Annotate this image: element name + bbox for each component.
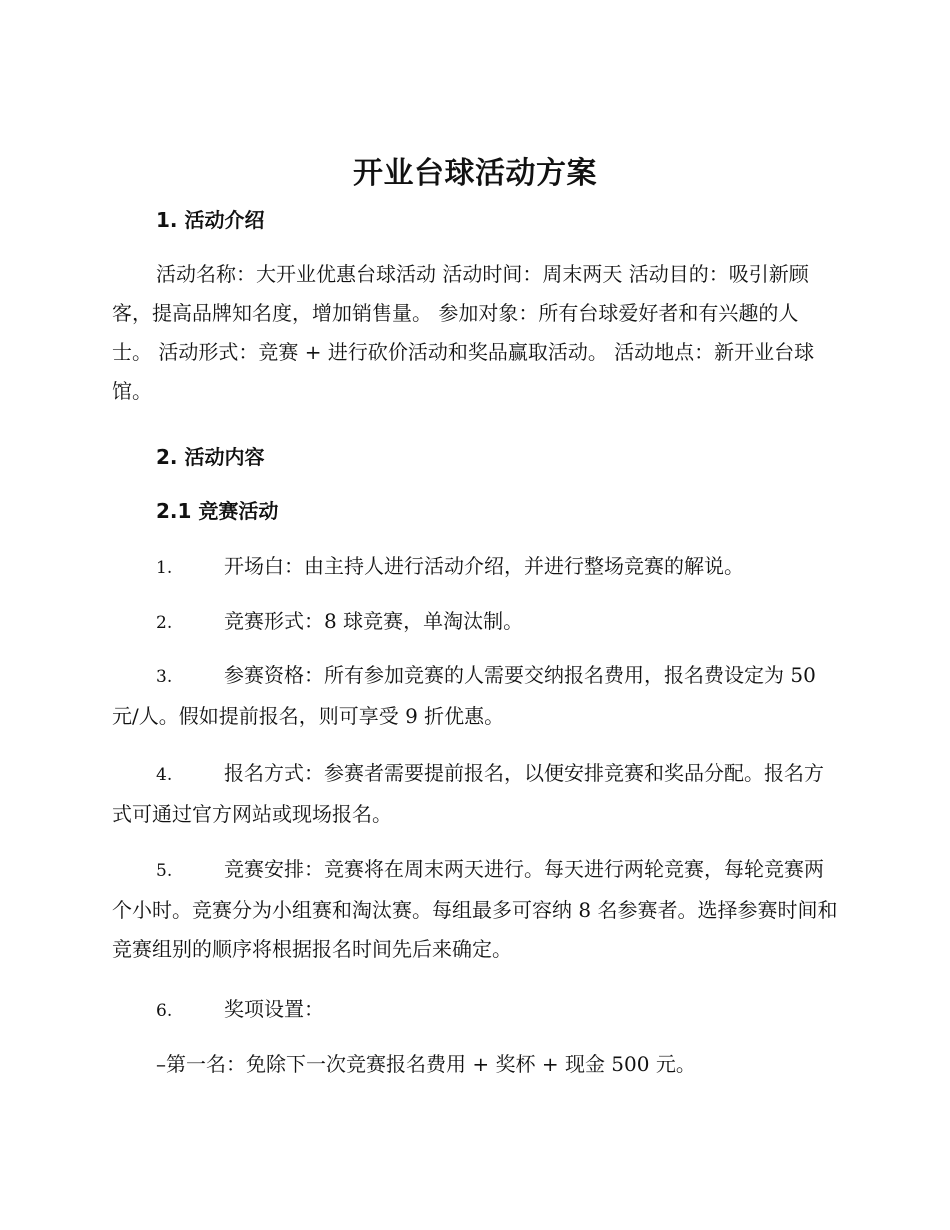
list-item-text: 报名方式：参赛者需要提前报名，以便安排竞赛和奖品分配。报名方式可通过官方网站或现场报名。 — [112, 761, 824, 826]
prize-line-first: –第一名：免除下一次竞赛报名费用 + 奖杯 + 现金 500 元。 — [156, 1052, 696, 1076]
list-item-text: 参赛资格：所有参加竞赛的人需要交纳报名费用，报名费设定为 50 元/人。假如提前报名，则可享受 9 折优惠。 — [112, 663, 816, 728]
subsection-heading-competition: 2.1 竞赛活动 — [156, 499, 279, 523]
list-item — [112, 656, 838, 736]
list-item — [112, 547, 838, 588]
list-item-number: 4. — [156, 765, 173, 785]
list-item-text: 竞赛安排：竞赛将在周末两天进行。每天进行两轮竞赛，每轮竞赛两个小时。竞赛分为小组赛和淘汰赛。每组最多可容纳 8 名参赛者。选择参赛时间和竞赛组别的顺序将根据报名时间先后来确定。 — [112, 857, 838, 961]
list-item-text: 开场白：由主持人进行活动介绍，并进行整场竞赛的解说。 — [224, 554, 744, 578]
list-item-text: 竞赛形式：8 球竞赛，单淘汰制。 — [224, 609, 524, 633]
list-item — [112, 602, 838, 643]
list-item — [112, 990, 838, 1031]
document-title: 开业台球活动方案 — [353, 156, 597, 191]
list-item-number: 2. — [156, 613, 173, 633]
list-item-number: 5. — [156, 861, 173, 881]
intro-paragraph: 活动名称：大开业优惠台球活动 活动时间：周末两天 活动目的：吸引新顾客，提高品牌知名度，增加销售量。 参加对象：所有台球爱好者和有兴趣的人士。 活动形式：竞赛 + 进行砍价活动和奖品赢取活动。 活动地点：新开业台球馆。 — [112, 262, 815, 403]
list-item-number: 3. — [156, 667, 173, 687]
list-item — [112, 754, 838, 834]
list-item — [112, 850, 838, 969]
section-heading-content: 2. 活动内容 — [156, 445, 265, 469]
list-item-text: 奖项设置： — [224, 997, 324, 1021]
section-heading-intro: 1. 活动介绍 — [156, 208, 265, 232]
list-item-number: 6. — [156, 1001, 173, 1021]
list-item-number: 1. — [156, 558, 173, 578]
